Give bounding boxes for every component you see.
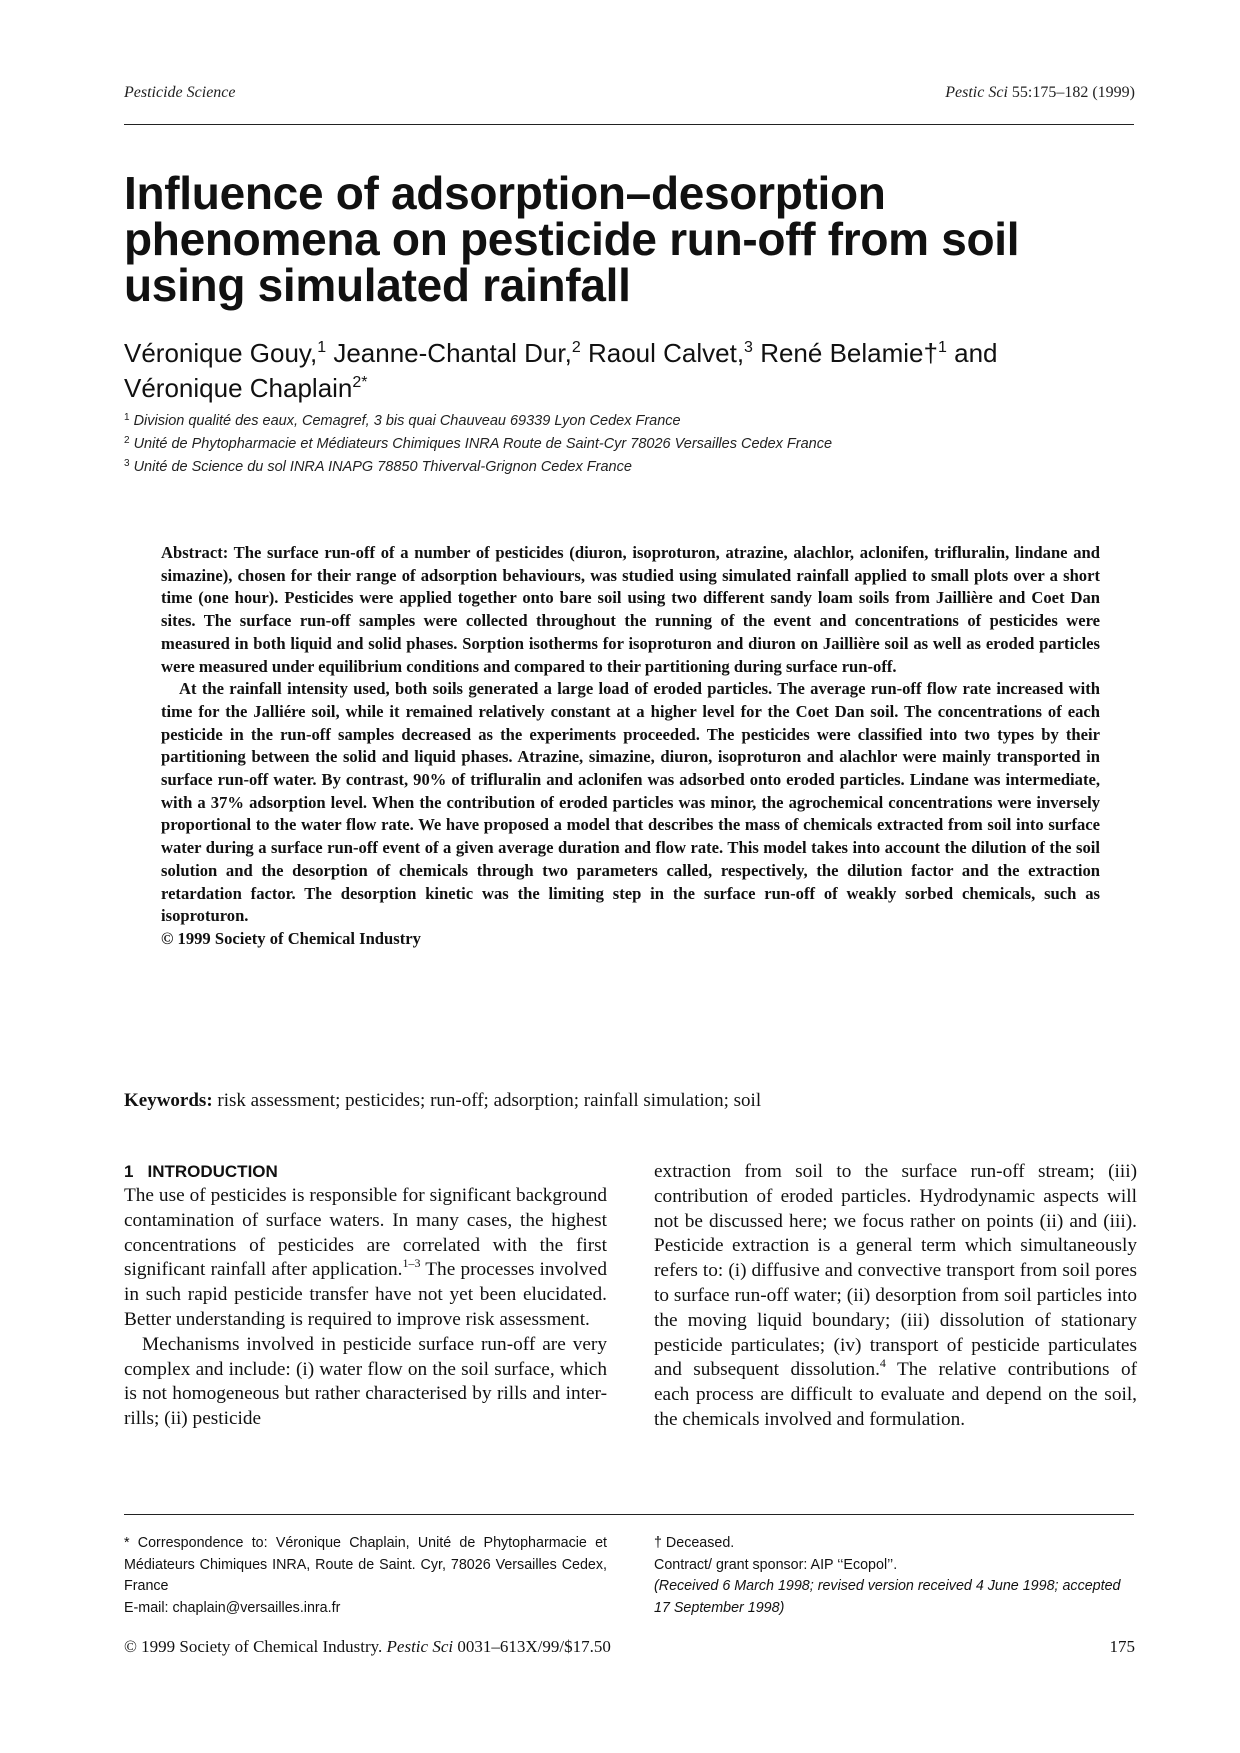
citation-volume: 55 — [1011, 84, 1028, 101]
affiliation — [124, 456, 1134, 479]
footer-journal: Pestic Sci — [386, 1637, 454, 1656]
author-affil-mark: 2* — [352, 374, 368, 391]
header-rule — [124, 124, 1134, 125]
author-affil-mark: 3 — [744, 339, 753, 356]
running-head-journal: Pesticide Science — [124, 84, 236, 101]
author-affil-mark: 2 — [571, 339, 581, 356]
author-list — [124, 336, 1134, 406]
body-column-right — [654, 1160, 1137, 1433]
abstract-copyright: © 1999 Society of Chemical Industry — [161, 928, 421, 948]
footnote-notes — [654, 1533, 1137, 1619]
page-number: 175 — [1109, 1637, 1135, 1656]
author: Véronique Gouy, — [124, 338, 318, 368]
footnote-rule — [124, 1514, 1134, 1515]
footer-copyright-text: © 1999 Society of Chemical Industry. — [124, 1637, 383, 1656]
email-text: E-mail: chaplain@versailles.inra.fr — [124, 1599, 341, 1616]
affiliation-list — [124, 410, 1134, 479]
footer-issn: 0031–613X/99/$17.50 — [457, 1637, 611, 1656]
affiliation — [124, 433, 1134, 456]
author-affil-mark: 1 — [937, 339, 947, 356]
affiliation — [124, 410, 1134, 433]
body-text: extraction from soil to the surface run-off stream; (iii) contribution of eroded particles. Hydrodynamic aspects will not be discussed here; we focus rather on points (ii) and (iii). Pesticide extraction is a general term which simultaneously refers to: (i) diffusive and convective transport from soil pores to surface run-off water; (ii) desorption from soil particles into the moving liquid boundary; (iii) dissolution of stationary pesticide particulates; (iv) transport of pesticide particulates and subsequent dissolution. — [654, 1161, 1137, 1381]
deceased-note: † Deceased. — [654, 1535, 735, 1551]
abstract — [161, 542, 1100, 951]
body-paragraph-continued — [654, 1160, 1137, 1433]
section-number: 1 — [124, 1162, 134, 1181]
section-title: INTRODUCTION — [147, 1162, 278, 1181]
citation-ref: 4 — [879, 1356, 886, 1371]
author: Jeanne-Chantal Dur, — [333, 338, 572, 368]
affiliation-number: 3 — [124, 458, 130, 469]
author: Véronique Chaplain — [124, 373, 353, 403]
abstract-paragraph-1: Abstract: The surface run-off of a number of pesticides (diuron, isoproturon, atrazine, alachlor, aclonifen, trifluralin, lindane and simazine), chosen for their range of adsorption behaviours, was studied using simulated rainfall applied to small plots over a short time (one hour). Pesticides were applied together onto bare soil using two different sandy loam soils from Jaillière and Coet Dan sites. The surface run-off samples were collected throughout the running of the event and concentrations of pesticides were measured in both liquid and solid phases. Sorption isotherms for isoproturon and diuron on Jaillière soil as well as eroded particles were measured under equilibrium conditions and compared to their partitioning during surface run-off. — [161, 543, 1100, 676]
grant-note: Contract/ grant sponsor: AIP ‘‘Ecopol’’. — [654, 1556, 898, 1573]
citation-journal: Pestic Sci — [945, 84, 1008, 101]
footer-copyright — [124, 1637, 611, 1657]
affiliation-text: Unité de Science du sol INRA INAPG 78850 Thiverval-Grignon Cedex France — [133, 459, 632, 475]
body-text: The use of pesticides is responsible for significant background contamination of surface waters. In many cases, the highest concentrations of pesticides are correlated with the first significant rainfall after application. — [124, 1185, 607, 1281]
affiliation-text: Division qualité des eaux, Cemagref, 3 bis quai Chauveau 69339 Lyon Cedex France — [133, 413, 681, 429]
author: René Belamie† — [760, 338, 938, 368]
keywords-label: Keywords: — [124, 1090, 213, 1111]
body-text: Mechanisms involved in pesticide surface run-off are very complex and include: (i) water flow on the soil surface, which is not homogeneous but rather characterised by rills and inter-rills; (ii) pesticide — [124, 1333, 607, 1430]
abstract-paragraph-2: At the rainfall intensity used, both soils generated a large load of eroded particles. The average run-off flow rate increased with time for the Jalliére soil, while it remained relatively constant at a higher level for the Coet Dan soil. The concentrations of each pesticide in the run-off samples decreased as the experiments proceeded. The pesticides were classified into two types by their partitioning between the solid and liquid phases. Atrazine, simazine, diuron, isoproturon and alachlor were mainly transported in surface run-off water. By contrast, 90% of trifluralin and aclonifen was adsorbed onto eroded particles. Lindane was intermediate, with a 37% adsorption level. When the contribution of eroded particles was minor, the agrochemical concentrations were inversely proportional to the water flow rate. We have proposed a model that describes the mass of chemicals extracted from soil into surface water during a surface run-off event of a given average duration and flow rate. This model takes into account the dilution of the soil solution and the desorption of chemicals through two parameters called, respectively, the dilution factor and the extraction retardation factor. The desorption kinetic was the limiting step in the surface run-off of weakly sorbed chemicals, such as isoproturon. — [161, 679, 1100, 926]
affiliation-number: 1 — [124, 412, 130, 423]
correspondence-text: * Correspondence to: Véronique Chaplain, Unité de Phytopharmacie et Médiateurs Chimiques INRA, Route de Saint. Cyr, 78026 Versailles Cedex, France — [124, 1535, 607, 1594]
section-heading — [124, 1160, 607, 1184]
author-affil-mark: 1 — [317, 339, 327, 356]
running-head-citation — [945, 84, 1135, 102]
keywords-text: risk assessment; pesticides; run-off; adsorption; rainfall simulation; soil — [217, 1090, 762, 1111]
body-paragraph — [124, 1184, 607, 1333]
body-text: The relative contributions of each process are difficult to evaluate and depend on the soil, the chemicals involved and formulation. — [654, 1359, 1137, 1430]
article-title: Influence of adsorption–desorption phenomena on pesticide run-off from soil using simulated rainfall — [124, 167, 1020, 311]
received-dates: (Received 6 March 1998; revised version received 4 June 1998; accepted 17 September 1998) — [654, 1578, 1121, 1616]
body-text: The processes involved in such rapid pesticide transfer have not yet been elucidated. Better understanding is required to improve risk assessment. — [124, 1259, 607, 1330]
author-joiner: and — [954, 338, 998, 368]
keywords — [124, 1089, 1134, 1113]
body-paragraph — [124, 1333, 607, 1432]
footnote-correspondence — [124, 1533, 607, 1619]
author: Raoul Calvet, — [587, 338, 745, 368]
citation-ref: 1–3 — [402, 1256, 421, 1271]
affiliation-number: 2 — [124, 435, 130, 446]
citation-pages: :175–182 (1999) — [1027, 84, 1135, 101]
affiliation-text: Unité de Phytopharmacie et Médiateurs Chimiques INRA Route de Saint-Cyr 78026 Versailles Cedex France — [133, 436, 833, 452]
body-column-left — [124, 1160, 607, 1432]
